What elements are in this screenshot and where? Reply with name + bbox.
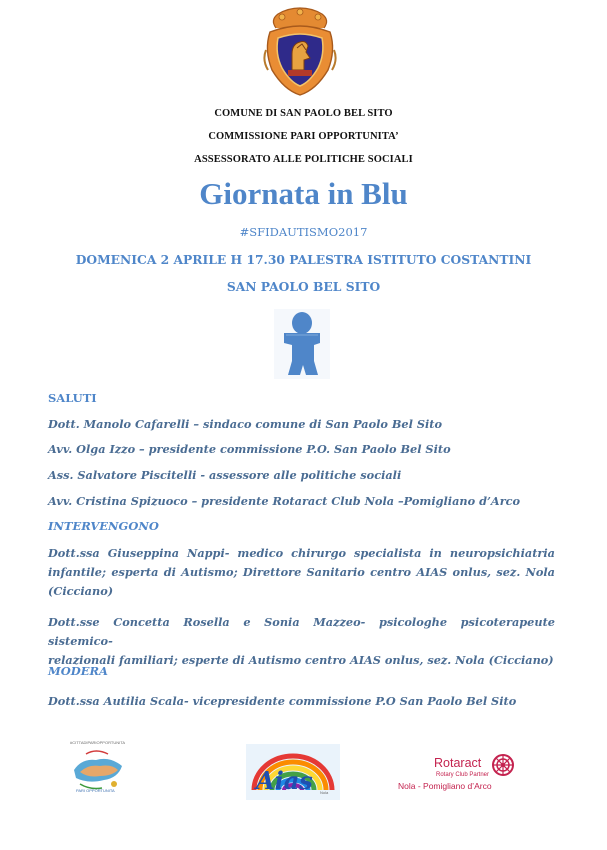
header-municipality: COMUNE DI SAN PAOLO BEL SITO <box>214 108 393 119</box>
speaker-1-line-1: Dott.ssa Giuseppina Nappi- medico chirurgo specialista in neuropsichiatria <box>48 546 555 560</box>
speaker-2-line-1: Dott.sse Concetta Rosella e Sonia Mazzeo- psicologhe psicoterapeute sistemico- <box>48 615 555 648</box>
saluti-item-4: Avv. Cristina Spizuoco – presidente Rotaract Club Nola –Pomigliano d’Arco <box>48 494 521 508</box>
page-title: Giornata in Blu <box>199 176 408 211</box>
blue-child-figure-icon <box>274 309 330 379</box>
hands-logo-icon <box>66 740 132 796</box>
section-heading-intervengono: INTERVENGONO <box>48 519 159 533</box>
event-town: SAN PAOLO BEL SITO <box>226 279 381 294</box>
section-heading-saluti: SALUTI <box>48 391 97 405</box>
event-date-place: DOMENICA 2 APRILE H 17.30 PALESTRA ISTITUTO COSTANTINI <box>75 252 532 267</box>
speaker-1-line-2: infantile; esperta di Autismo; Direttore Sanitario centro AIAS onlus, sez. Nola <box>48 565 555 579</box>
header-department: ASSESSORATO ALLE POLITICHE SOCIALI <box>194 154 413 165</box>
speaker-2 <box>48 613 555 670</box>
aias-logo-text: Aias <box>256 766 313 795</box>
aias-rainbow-logo-icon <box>246 744 340 800</box>
rotary-wheel-icon <box>492 754 514 776</box>
header-commission: COMMISSIONE PARI OPPORTUNITA’ <box>208 131 399 142</box>
section-heading-modera: MODERA <box>48 664 108 678</box>
rotaract-logo <box>398 752 518 798</box>
hands-logo-text-bottom: PARI OPPORTUNITA <box>76 788 115 793</box>
saluti-item-3: Ass. Salvatore Piscitelli - assessore alle politiche sociali <box>48 468 402 482</box>
rotaract-logo-place: Nola - Pomigliano d’Arco <box>398 781 492 791</box>
speaker-1-line-3: (Cicciano) <box>48 584 114 598</box>
saluti-item-1: Dott. Manolo Cafarelli – sindaco comune di San Paolo Bel Sito <box>48 417 443 431</box>
hands-logo-text-top: #CITTADIPARIOPPORTUNITA <box>70 740 126 745</box>
saluti-item-2: Avv. Olga Izzo – presidente commissione P.O. San Paolo Bel Sito <box>48 442 451 456</box>
rotaract-logo-title: Rotaract <box>434 756 482 770</box>
speaker-1 <box>48 544 555 601</box>
aias-logo-small-text: Nola <box>320 790 329 795</box>
modera-item: Dott.ssa Autilia Scala- vicepresidente commissione P.O San Paolo Bel Sito <box>48 694 517 708</box>
hashtag: #SFIDAUTISMO2017 <box>239 225 368 239</box>
rotaract-logo-sub: Rotary Club Partner <box>436 772 490 778</box>
speaker-2-line-2: relazionali familiari; esperte di Autismo centro AIAS onlus, sez. Nola (Cicciano) <box>48 653 554 667</box>
coat-of-arms-icon <box>262 4 338 98</box>
